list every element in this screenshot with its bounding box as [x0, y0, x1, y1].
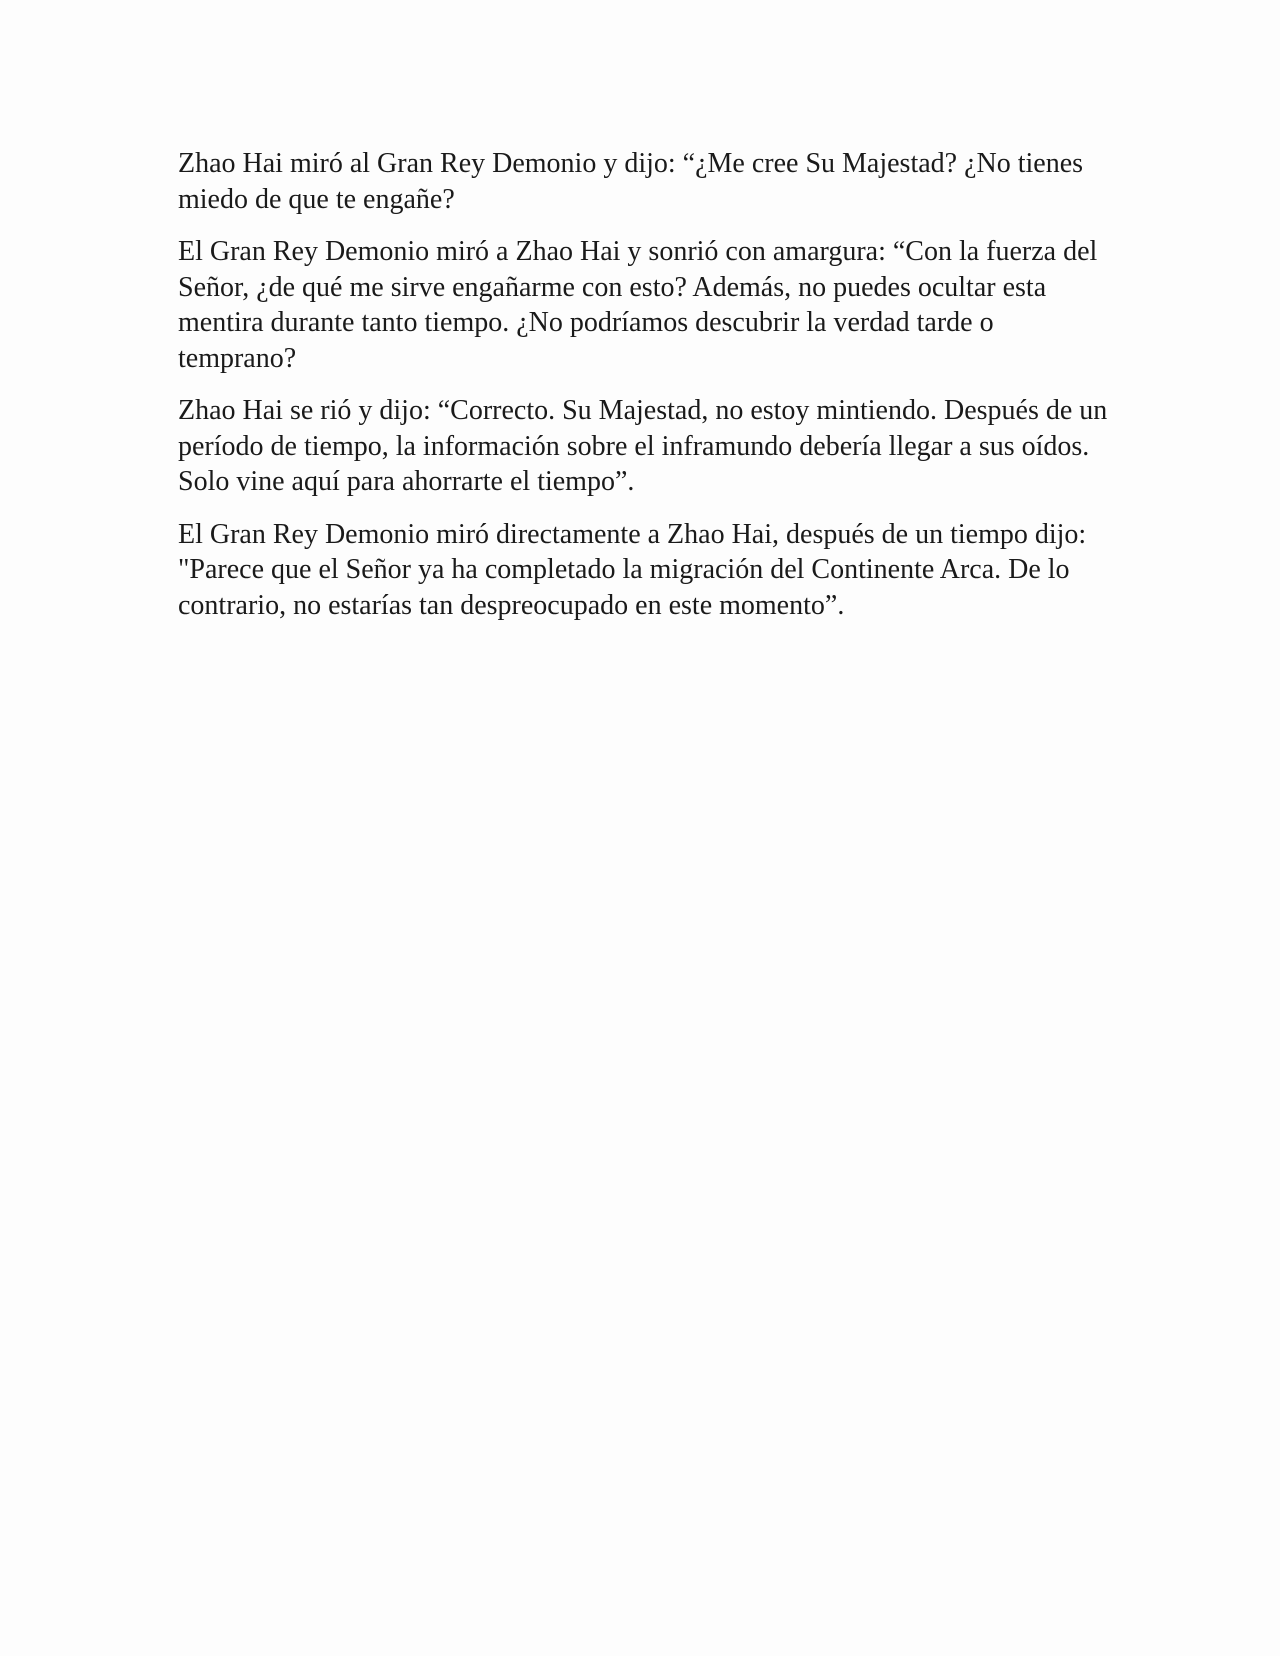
paragraph-3: Zhao Hai se rió y dijo: “Correcto. Su Majestad, no estoy mintiendo. Después de un período de tiempo, la información sobre el inframundo debería llegar a sus oídos. Solo vine aquí para ahorrarte el tiempo”. — [178, 395, 1108, 497]
paragraph-4: El Gran Rey Demonio miró directamente a Zhao Hai, después de un tiempo dijo: "Parece que el Señor ya ha completado la migración del Continente Arca. De lo contrario, no estarías tan despreocupado en este momento”. — [178, 518, 1087, 621]
paragraph-1: Zhao Hai miró al Gran Rey Demonio y dijo: “¿Me cree Su Majestad? ¿No tienes miedo de que te engañe? — [178, 148, 1084, 215]
paragraph-2: El Gran Rey Demonio miró a Zhao Hai y sonrió con amargura: “Con la fuerza del Señor, ¿de qué me sirve engañarme con esto? Además, no puedes ocultar esta mentira durante tanto tiempo. ¿No podríamos descubrir la verdad tarde o temprano? — [178, 236, 1098, 374]
document-body — [178, 146, 1113, 640]
